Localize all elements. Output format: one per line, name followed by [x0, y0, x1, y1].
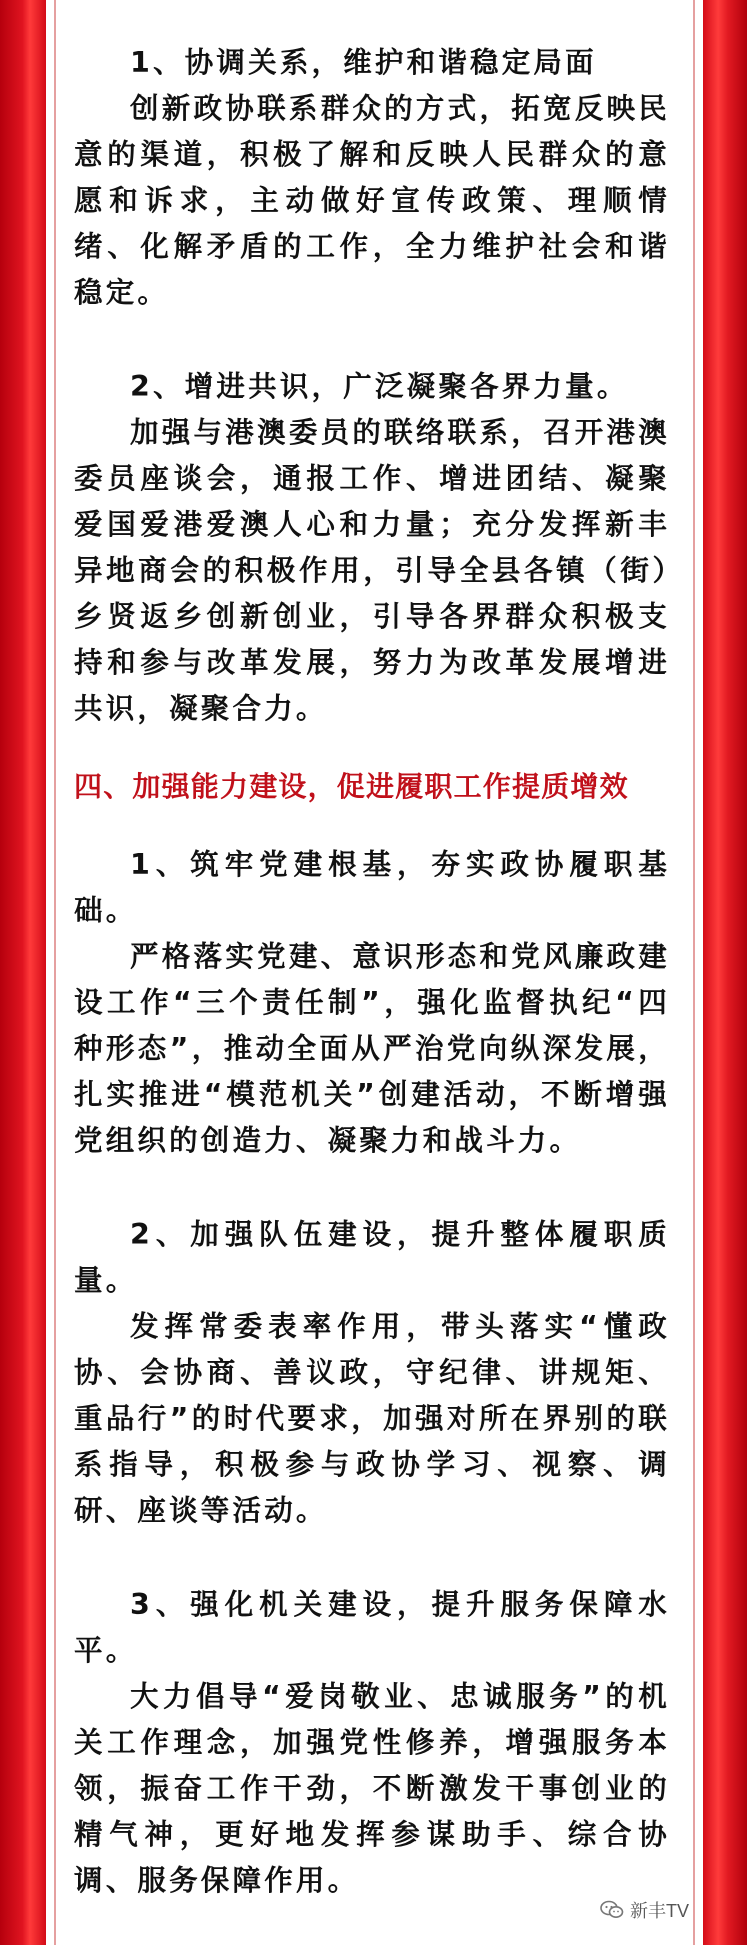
- source-watermark: [600, 1897, 689, 1923]
- left-red-border: [0, 0, 50, 1945]
- section-4-heading: 四、加强能力建设，促进履职工作提质增效: [74, 770, 629, 803]
- left-inner-line: [54, 0, 56, 1945]
- wechat-icon: [600, 1900, 624, 1920]
- spacer: [74, 316, 670, 364]
- right-inner-line: [693, 0, 695, 1945]
- right-red-border: [699, 0, 747, 1945]
- section-4-1-body: 严格落实党建、意识形态和党风廉政建设工作“三个责任制”，强化监督执纪“四种形态”，推动全面从严治党向纵深发展，扎实推进“模范机关”创建活动，不断增强党组织的创造力、凝聚力和战斗力。: [74, 940, 670, 1157]
- spacer: [74, 810, 670, 842]
- spacer: [74, 1164, 670, 1212]
- section-4-2-title: 2、加强队伍建设，提升整体履职质量。: [74, 1218, 670, 1297]
- section-4-1-title: 1、筑牢党建根基，夯实政协履职基础。: [74, 848, 670, 927]
- section-4-3-title: 3、强化机关建设，提升服务保障水平。: [74, 1588, 670, 1667]
- spacer: [74, 732, 670, 764]
- article-content: [74, 40, 670, 1904]
- spacer: [74, 1534, 670, 1582]
- section-3-1-body: 创新政协联系群众的方式，拓宽反映民意的渠道，积极了解和反映人民群众的意愿和诉求，主动做好宣传政策、理顺情绪、化解矛盾的工作，全力维护社会和谐稳定。: [74, 92, 670, 309]
- section-3-2-body: 加强与港澳委员的联络联系，召开港澳委员座谈会，通报工作、增进团结、凝聚爱国爱港爱澳人心和力量；充分发挥新丰异地商会的积极作用，引导全县各镇（街）乡贤返乡创新创业，引导各界群众积极支持和参与改革发展，努力为改革发展增进共识，凝聚合力。: [74, 416, 670, 725]
- section-4-2-body: 发挥常委表率作用，带头落实“懂政协、会协商、善议政，守纪律、讲规矩、重品行”的时代要求，加强对所在界别的联系指导，积极参与政协学习、视察、调研、座谈等活动。: [74, 1310, 670, 1527]
- section-4-3-body: 大力倡导“爱岗敬业、忠诚服务”的机关工作理念，加强党性修养，增强服务本领，振奋工作干劲，不断激发干事创业的精气神，更好地发挥参谋助手、综合协调、服务保障作用。: [74, 1680, 670, 1897]
- section-3-2-title: 2、增进共识，广泛凝聚各界力量。: [130, 370, 629, 403]
- section-3-1-title: 1、协调关系，维护和谐稳定局面: [130, 46, 597, 79]
- watermark-text: 新丰TV: [629, 1901, 689, 1921]
